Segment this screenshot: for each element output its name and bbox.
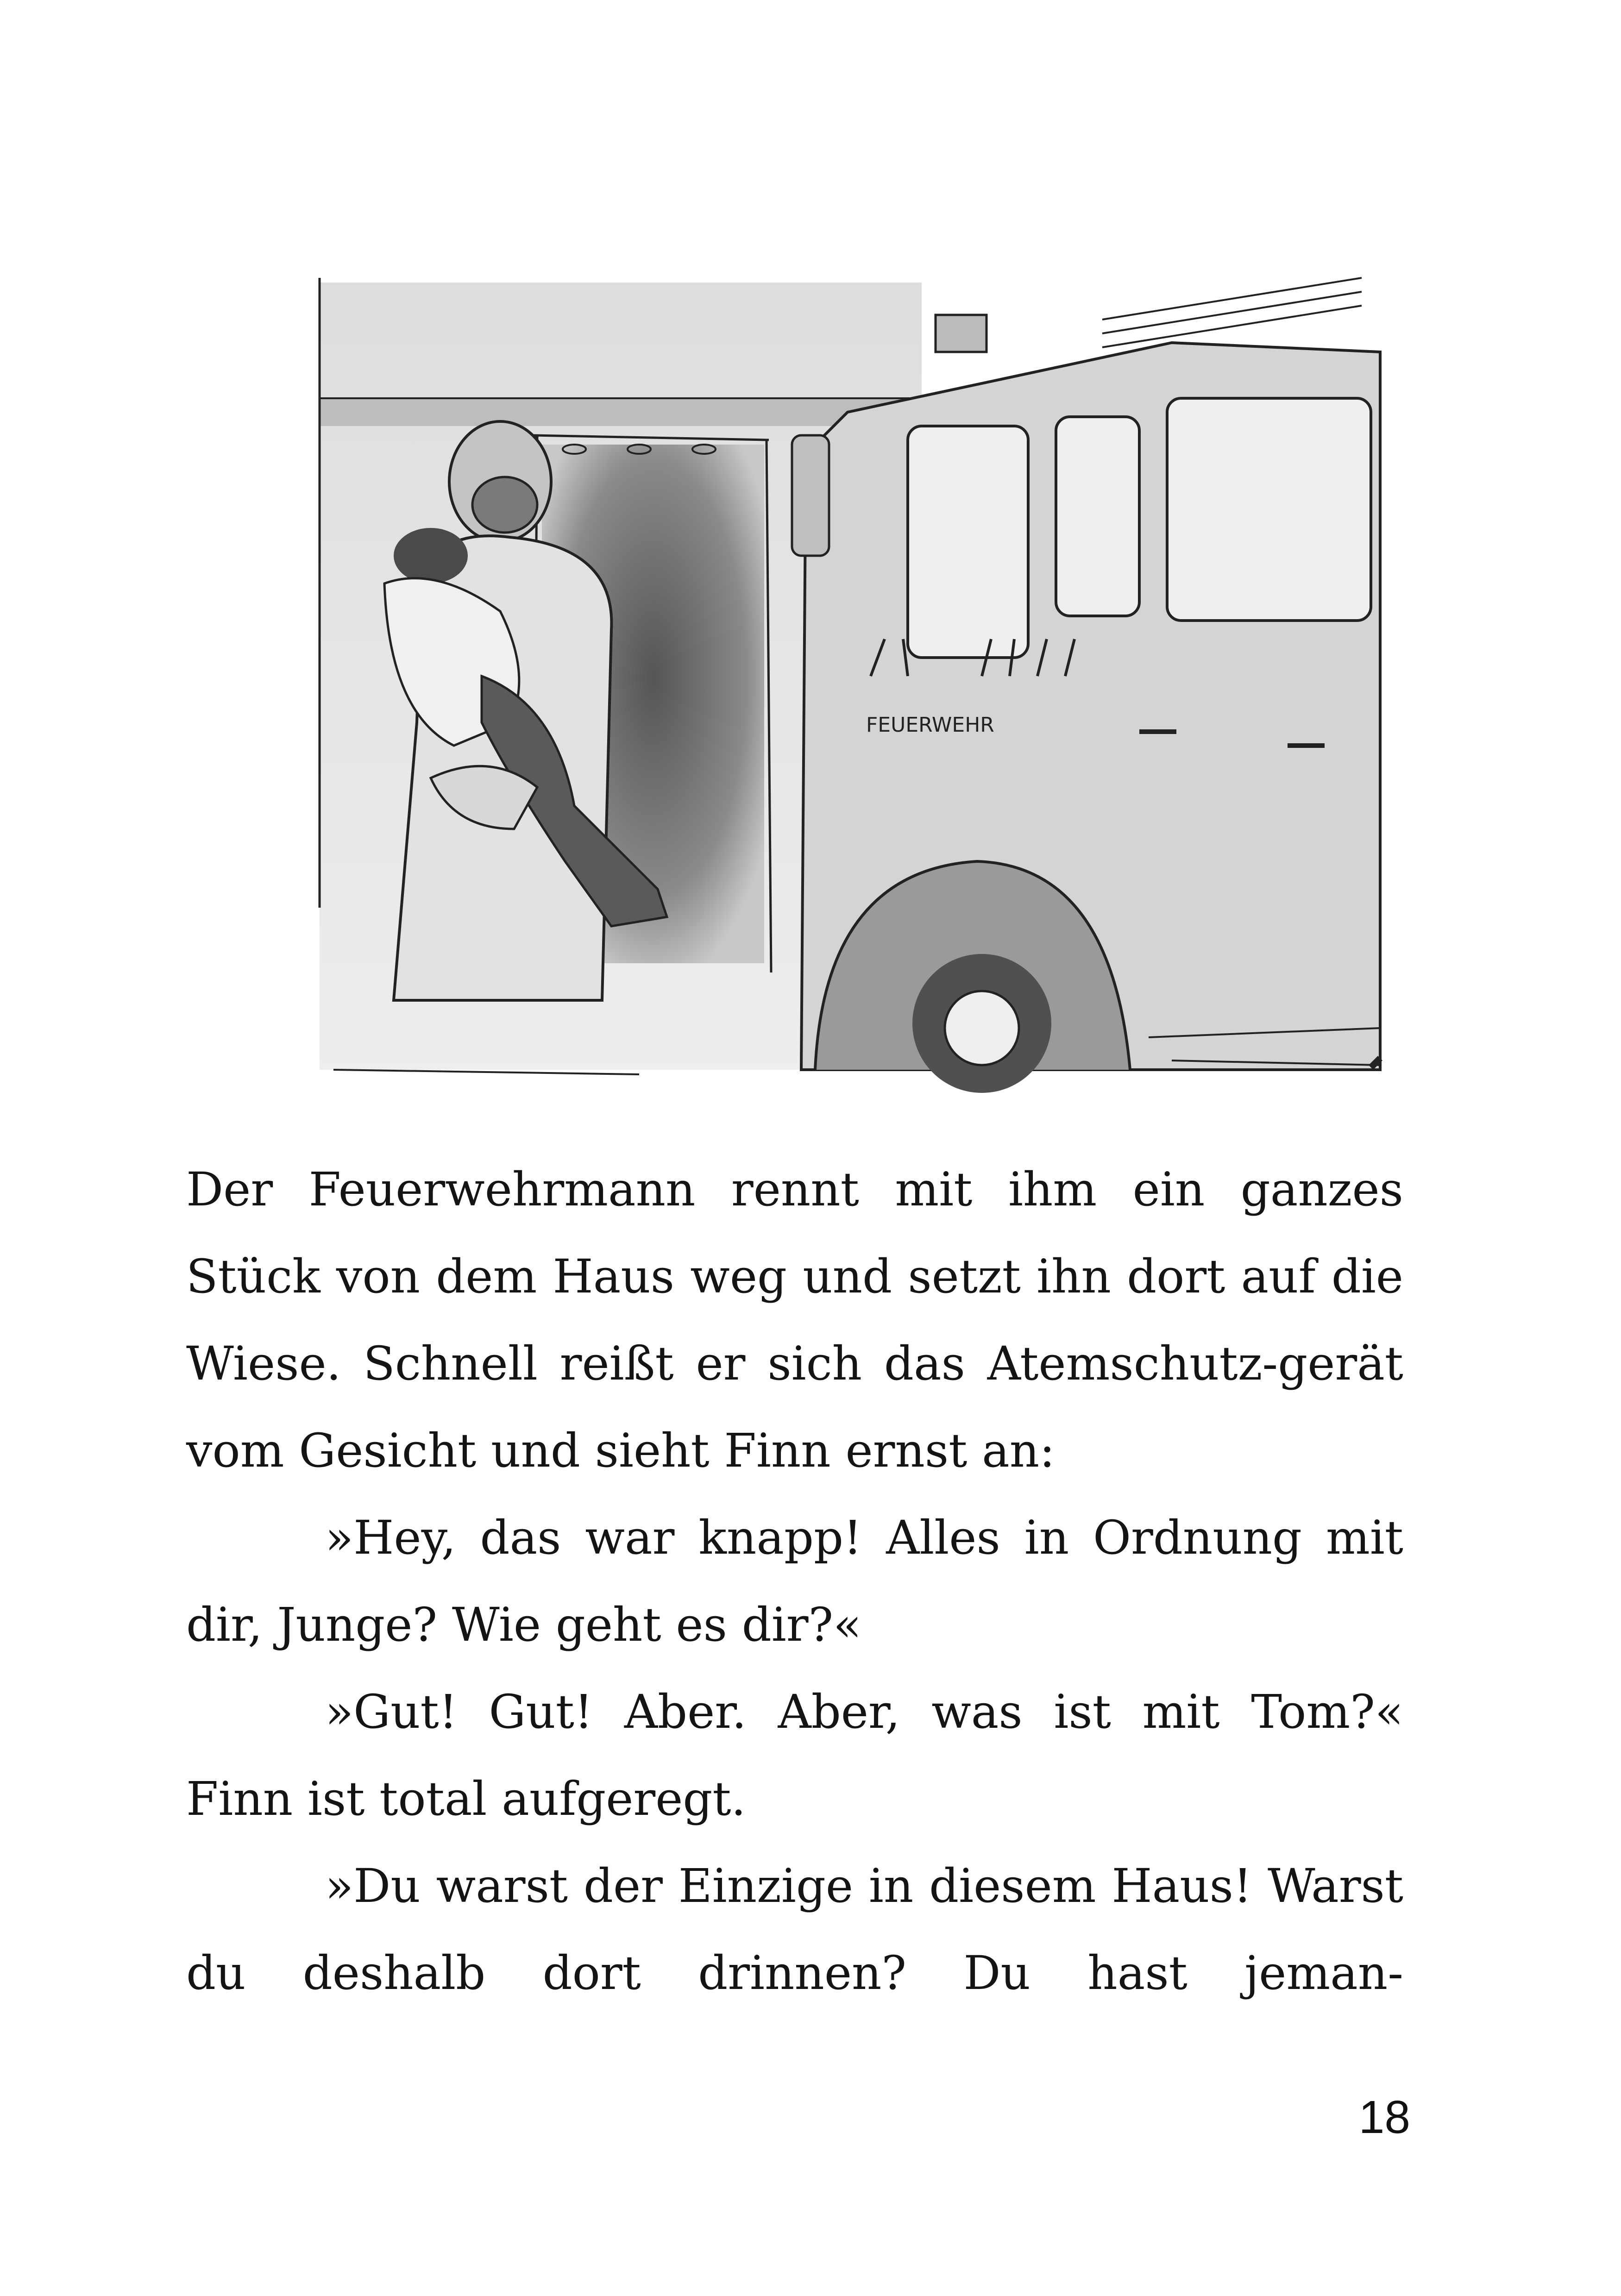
page-number: 18: [1358, 2091, 1410, 2143]
firefighter-illustration: [315, 259, 1426, 1111]
story-paragraph-2: »Hey, das war knapp! Alles in Ordnung mit dir, Junge? Wie geht es dir?«: [186, 1511, 1403, 1652]
story-paragraph-4: »Du warst der Einzige in diesem Haus! Warst du deshalb dort drinnen? Du hast jeman-: [186, 1859, 1403, 2000]
story-paragraph-1: Der Feuerwehrmann rennt mit ihm ein ganzes Stück von dem Haus weg und setzt ihn dort auf die Wiese. Schnell reißt er sich das Atemschutz-gerät vom Gesicht und sieht Finn ernst an:: [186, 1162, 1403, 1478]
story-text: [186, 1146, 1403, 2017]
svg-text:FEUERWEHR: FEUERWEHR: [866, 713, 994, 737]
story-paragraph-3: »Gut! Gut! Aber. Aber, was ist mit Tom?« Finn ist total aufgeregt.: [186, 1685, 1403, 1826]
